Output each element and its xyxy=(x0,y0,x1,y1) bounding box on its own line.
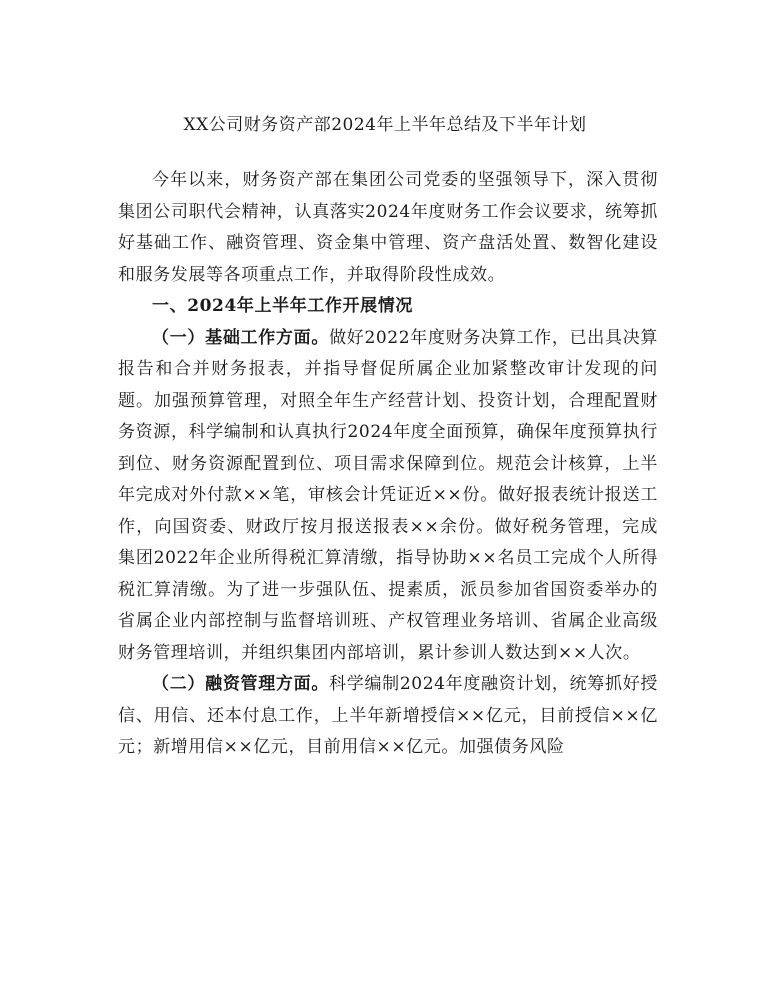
paragraph-basic-work xyxy=(118,323,658,670)
intro-paragraph: 今年以来，财务资产部在集团公司党委的坚强领导下，深入贯彻集团公司职代会精神，认真落实2024年度财务工作会议要求，统筹抓好基础工作、融资管理、资金集中管理、资产盘活处置、数智化建设和服务发展等各项重点工作，并取得阶段性成效。 xyxy=(118,170,658,285)
paragraph-text: 科学编制2024年度融资计划，统筹抓好授信、用信、还本付息工作，上半年新增授信××亿元，目前授信××亿元；新增用信××亿元，目前用信××亿元。加强债务风险 xyxy=(118,674,659,757)
document-title: XX公司财务资产部2024年上半年总结及下半年计划 xyxy=(183,115,587,135)
paragraph-lead: （二）融资管理方面。 xyxy=(152,674,330,694)
paragraph-text: 做好2022年度财务决算工作，已出具决算报告和合并财务报表，并指导督促所属企业加紧整改审计发现的问题。加强预算管理，对照全年生产经营计划、投资计划，合理配置财务资源，科学编制和认真执行2024年度全面预算，确保年度预算执行到位、财务资源配置到位、项目需求保障到位。规范会计核算，上半年完成对外付款××笔，审核会计凭证近××份。做好报表统计报送工作，向国资委、财政厅按月报送报表××余份。做好税务管理，完成集团2022年企业所得税汇算清缴，指导协助××名员工完成个人所得税汇算清缴。为了进一步强队伍、提素质，派员参加省国资委举办的省属企业内部控制与监督培训班、产权管理业务培训、省属企业高级财务管理培训，并组织集团内部培训，累计参训人数达到××人次。 xyxy=(118,327,659,663)
document-body xyxy=(118,165,658,764)
paragraph-lead: （一）基础工作方面。 xyxy=(152,327,330,348)
section-heading: 一、2024年上半年工作开展情况 xyxy=(152,296,413,316)
paragraph-financing xyxy=(118,669,658,764)
